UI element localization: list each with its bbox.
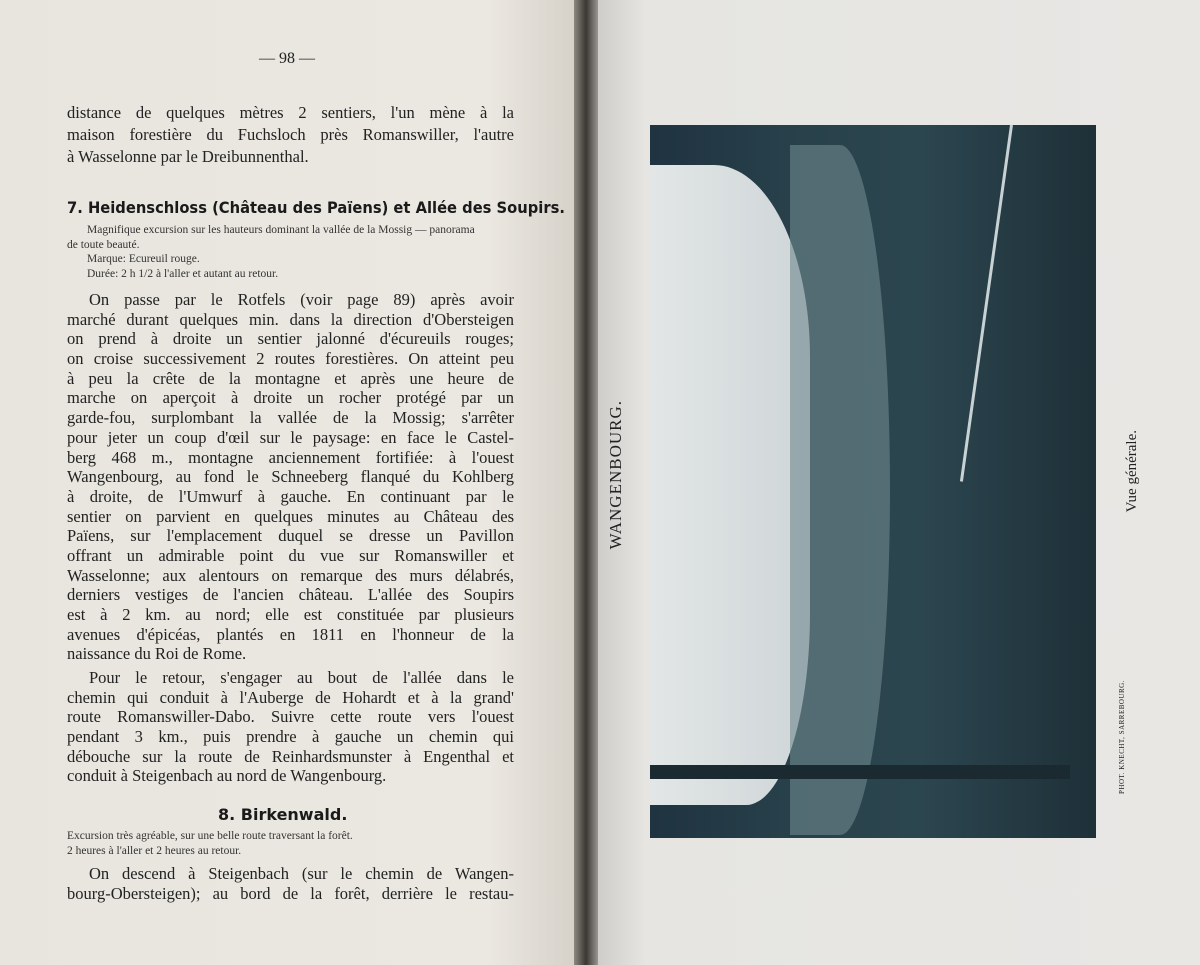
note-line: Marque: Ecureuil rouge. — [87, 253, 200, 265]
text-line: à peu la crête de la montagne et après une heure de — [67, 368, 514, 388]
text-line: berg 468 m., montagne anciennement fortifiée: à l'ouest — [67, 447, 514, 467]
text-line: offrant un admirable point du vue sur Romanswiller et — [67, 545, 514, 565]
text-line: derniers vestiges de l'ancien château. L'allée des Soupirs — [67, 585, 514, 605]
text-line: marche on aperçoit à droite un rocher protégé par un — [67, 388, 514, 408]
text-line: bourg-Obersteigen); au bord de la forêt, derrière le restau- — [67, 883, 514, 903]
left-page — [0, 0, 574, 965]
text-line: route Romanswiller-Dabo. Suivre cette route vers l'ouest — [67, 707, 514, 727]
note-line: Magnifique excursion sur les hauteurs dominant la vallée de la Mossig — panorama — [87, 224, 475, 236]
text-line: chemin qui conduit à l'Auberge de Hohardt et à la grand' — [67, 687, 514, 707]
section-8-heading: 8. Birkenwald. — [218, 805, 348, 824]
text-line: sentier on parvient en quelques minutes au Château des — [67, 506, 514, 526]
intro-paragraph — [67, 102, 514, 168]
text-line: on croise successivement 2 routes forestières. On atteint peu — [67, 349, 514, 369]
text-line: pendant 3 km., puis prendre à gauche un chemin qui — [67, 727, 514, 747]
text-line: distance de quelques mètres 2 sentiers, l'un mène à la — [67, 103, 514, 122]
text-line: Wasselonne; aux alentours on remarque des murs délabrés, — [67, 565, 514, 585]
text-line: maison forestière du Fuchsloch près Romanswiller, l'autre — [67, 125, 514, 144]
text-line: à droite, de l'Umwurf à gauche. En continuant par le — [67, 486, 514, 506]
text-line: pour jeter un coup d'œil sur le paysage: en face le Castel- — [67, 427, 514, 447]
section-8-notes — [67, 829, 353, 858]
text-line: débouche sur la route de Reinhardsmunster à Engenthal et — [67, 746, 514, 766]
note-line: 2 heures à l'aller et 2 heures au retour. — [67, 844, 242, 857]
text-line: à Wasselonne par le Dreibunnenthal. — [67, 147, 309, 166]
text-line: Païens, sur l'emplacement duquel se dresse un Pavillon — [67, 526, 514, 546]
text-line: on prend à droite un sentier jalonné d'écureuils rouges; — [67, 329, 514, 349]
book-gutter — [574, 0, 598, 965]
plate-title: WANGENBOURG. — [606, 400, 625, 550]
text-line: marché durant quelques min. dans la direction d'Obersteigen — [67, 309, 514, 329]
page-number: — 98 — — [259, 50, 315, 67]
note-line: Durée: 2 h 1/2 à l'aller et autant au retour. — [87, 267, 279, 280]
section-8-paragraph-1 — [67, 864, 514, 903]
section-7-paragraph-2 — [67, 668, 514, 786]
section-7-paragraph-1 — [67, 290, 514, 664]
note-line: Excursion très agréable, sur une belle route traversant la forêt. — [67, 830, 353, 842]
text-line: Wangenbourg, au fond le Schneeberg flanqué du Kohlberg — [67, 467, 514, 487]
text-line: Pour le retour, s'engager au bout de l'allée dans le — [89, 668, 514, 687]
section-7-notes — [67, 223, 475, 281]
text-line: est à 2 km. au nord; elle est constituée par plusieurs — [67, 605, 514, 624]
photo-credit: PHOT. KNECHT, SARREBOURG. — [1118, 680, 1126, 794]
text-line: garde-fou, surplombant la vallée de la Mossig; s'arrêter — [67, 408, 514, 428]
photo-wangenbourg — [650, 125, 1096, 838]
text-line: conduit à Steigenbach au nord de Wangenbourg. — [67, 766, 387, 786]
note-line: de toute beauté. — [67, 238, 140, 251]
text-line: On descend à Steigenbach (sur le chemin de Wangen- — [89, 864, 514, 883]
section-7-heading: 7. Heidenschloss (Château des Païens) et Allée des Soupirs. — [67, 198, 565, 217]
plate-caption: Vue générale. — [1124, 430, 1140, 513]
text-line: avenues d'épicéas, plantés en 1811 en l'honneur de la — [67, 624, 514, 644]
text-line: On passe par le Rotfels (voir page 89) après avoir — [89, 290, 514, 309]
text-line: naissance du Roi de Rome. — [67, 644, 247, 664]
